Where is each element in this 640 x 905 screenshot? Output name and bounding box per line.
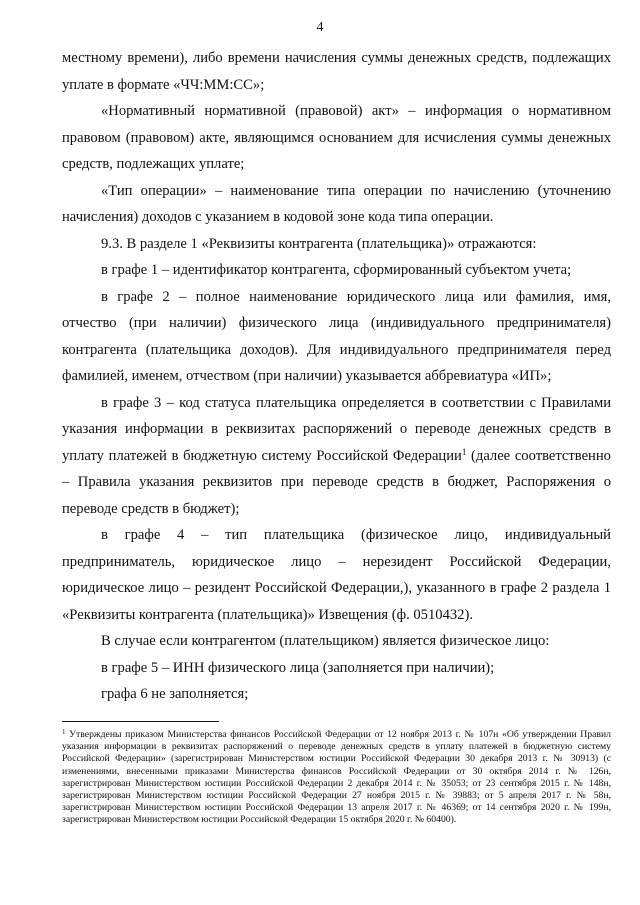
footnote-marker: 1 — [62, 728, 66, 736]
paragraph-column-5: в графе 5 – ИНН физического лица (заполняется при наличии); — [101, 659, 495, 676]
footnote-reference: 1 — [461, 446, 467, 457]
paragraph-individual-case: В случае если контрагентом (плательщиком) является физическое лицо: — [101, 633, 550, 649]
paragraph-section-9-3: 9.3. В разделе 1 «Реквизиты контрагента (плательщика)» отражаются: — [101, 235, 537, 252]
paragraph-column-3 — [62, 390, 611, 523]
paragraph-operation-type: «Тип операции» – наименование типа операции по начислению (уточнению начисления) доходов с указанием в кодовой зоне кода типа операции. — [62, 182, 611, 225]
paragraph-column-2: в графе 2 – полное наименование юридического лица или фамилия, имя, отчество (при наличии) физического лица (индивидуального предпринимателя) контрагента (плательщика доходов). Для индивидуального предпринимателя перед фамилией, именем, отчеством (при наличии) указывается аббревиатура «ИП»; — [62, 288, 611, 384]
page-number: 4 — [316, 20, 324, 35]
paragraph-column-3-text: в графе 3 – код статуса плательщика определяется в соответствии с Правилами указания информации в реквизитах распоряжений о переводе денежных средств в уплату платежей в бюджетную систему Российской Федерации — [62, 394, 611, 464]
paragraph-column-3-continuation: (далее соответственно – Правила указания реквизитов при переводе средств в бюджет, Распоряжения о переводе средств в бюджет); — [62, 447, 611, 517]
paragraph-normative-act: «Нормативный нормативной (правовой) акт» – информация о нормативном правовом (правовом) акте, являющимся основанием для исчисления суммы денежных средств, подлежащих уплате; — [62, 103, 611, 172]
footnote — [62, 729, 611, 827]
paragraph-column-6: графа 6 не заполняется; — [101, 686, 249, 702]
paragraph-column-1: в графе 1 – идентификатор контрагента, сформированный субъектом учета; — [101, 262, 572, 278]
body-text — [62, 45, 611, 708]
paragraph-column-4: в графе 4 – тип плательщика (физическое лицо, индивидуальный предприниматель, юридическое лицо – нерезидент Российской Федерации, юридическое лицо – резидент Российской Федерации,), указанного в графе 2 раздела 1 «Реквизиты контрагента (плательщика)» Извещения (ф. 0510432). — [62, 527, 611, 623]
footnote-separator — [62, 721, 219, 722]
footnote-text: Утверждены приказом Министерства финансов Российской Федерации от 12 ноября 2013 г. № 107н «Об утверждении Правил указания информации в реквизитах распоряжений о переводе денежных средств в уплату платежей в бюджетную систему Российской Федерации» (зарегистрирован Министерством юстиции Российской Федерации 30 декабря 2013 г. № 30913) (с изменениями, внесенными приказами Министерства финансов Российской Федерации от 30 октября 2014 г. № 126н, зарегистрирован Министерством юстиции Российской Федерации 2 декабря 2014 г. № 35053; от 23 сентября 2015 г. № 148н, зарегистрирован Министерством юстиции Российской Федерации 27 ноября 2015 г. № 39883; от 5 апреля 2017 г. № 58н, зарегистрирован Министерством юстиции Российской Федерации 13 апреля 2017 г. № 46369; от 14 сентября 2020 г. № 199н, зарегистрирован Министерством юстиции Российской Федерации 15 октября 2020 г. № 60400). — [62, 729, 612, 826]
paragraph-continuation: местному времени), либо времени начисления суммы денежных средств, подлежащих уплате в формате «ЧЧ:ММ:СС»; — [62, 50, 611, 93]
